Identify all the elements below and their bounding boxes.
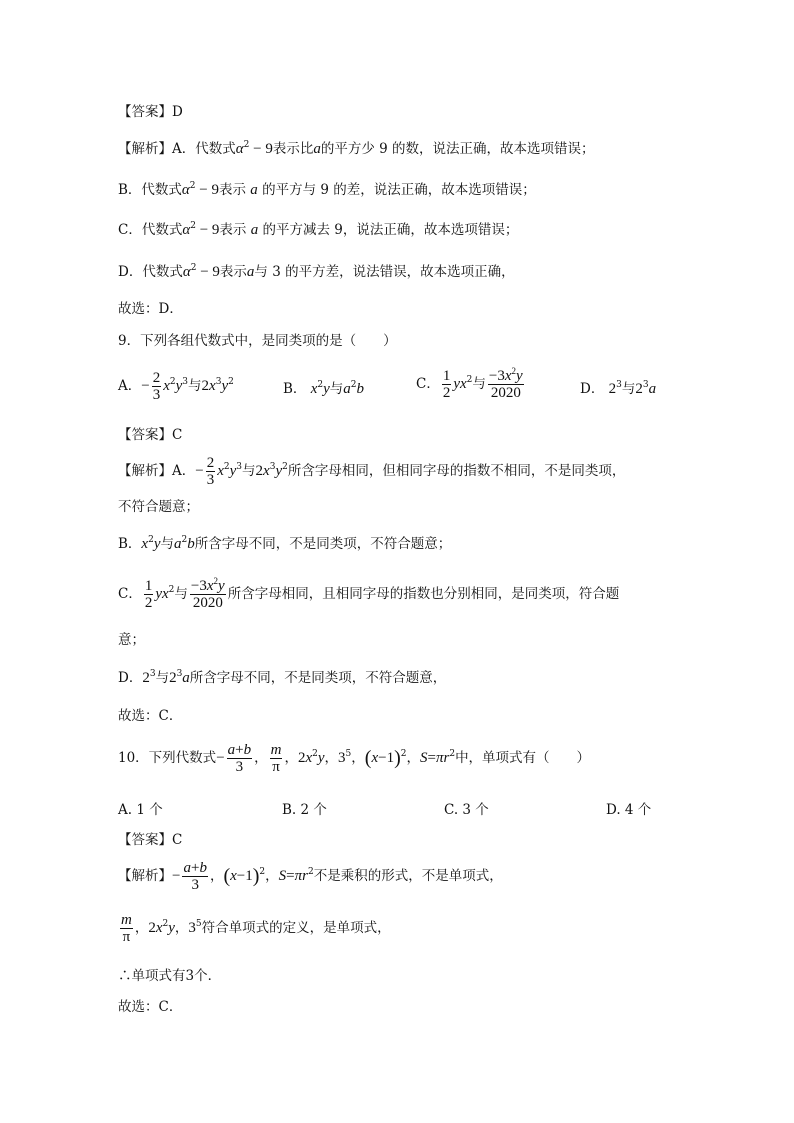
fraction: $\frac{2}{3}$ [206, 455, 215, 488]
q9-explanation-b: B．$x^2y$与$a^2b$所含字母不同，不是同类项，不符合题意； [118, 535, 452, 552]
fraction: $\frac{1}{2}$ [442, 368, 451, 401]
q9-option-a: A．− $\frac{2}{3}$ $x^2y^3$与$2x^3y^2$ [118, 370, 234, 403]
q9-explanation-a-cont: 不符合题意； [118, 499, 199, 515]
q10-option-a: A. 1 个 [118, 802, 163, 818]
fraction: $\frac{a+b}{3}$ [183, 860, 207, 893]
q10-option-c: C. 3 个 [444, 802, 489, 818]
q10-answer: 【答案】C [118, 832, 183, 848]
fraction: $\frac{a+b}{3}$ [227, 742, 252, 775]
q10-option-d: D. 4 个 [606, 802, 652, 818]
q9-explanation-d: D．$2^3$与$2^3a$所含字母不同，不是同类项，不符合题意， [118, 669, 447, 686]
q10-explanation-2: $\frac{m}{\pi}$ ，$2x^2y$，$3^5$符合单项式的定义，是单项式， [121, 912, 391, 945]
q10-conclusion: ∴单项式有3个． [118, 968, 222, 984]
q8-explanation-c: C．代数式$\alpha^2 - 9$表示 a 的平方减去 9，说法正确，故本选项错误； [118, 221, 519, 238]
q9-choice: 故选：C． [118, 708, 183, 724]
q10-stem: 10．下列代数式− $\frac{a+b}{3}$ ， $\frac{m}{\pi}$ ，$2x^2y$，$3^5$，$(x-1)^2$，$S=\pi r^2$中，单项式有（ ） [118, 742, 591, 775]
q8-explanation-b: B．代数式$\alpha^2 - 9$表示 a 的平方与 9 的差，说法正确，故本选项错误； [118, 181, 536, 198]
q10-explanation: 【解析】− $\frac{a+b}{3}$ ，$(x-1)^2$，$S=\pi r^2$不是乘积的形式，不是单项式， [118, 860, 503, 893]
q8-answer: 【答案】D [118, 104, 183, 120]
fraction: $\frac{-3x^2y}{2020}$ [488, 366, 523, 401]
q8-explanation-d: D．代数式$\alpha^2 - 9$表示a与 3 的平方差，说法错误，故本选项正确， [118, 263, 515, 280]
q8-explanation-a: 【解析】A．代数式$\alpha^2 - 9$表示比a的平方少 9 的数，说法正确，故本选项错误； [118, 140, 595, 157]
q9-option-b: B． $x^2y$与$a^2b$ [283, 380, 365, 397]
q9-stem: 9．下列各组代数式中，是同类项的是（ ） [118, 333, 397, 349]
q9-explanation-a: 【解析】A．− $\frac{2}{3}$ $x^2y^3$与$2x^3y^2$所含字母相同，但相同字母的指数不相同，不是同类项， [118, 455, 626, 488]
q9-answer: 【答案】C [118, 427, 183, 443]
fraction: $\frac{m}{\pi}$ [121, 912, 132, 945]
q8-choice: 故选：D． [118, 301, 183, 317]
q9-explanation-c-cont: 意； [118, 632, 145, 648]
q9-option-c: C． $\frac{1}{2}$ $yx^2$与 $\frac{-3x^2y}{2020}$ [416, 366, 523, 401]
q9-explanation-c: C． $\frac{1}{2}$ $yx^2$与 $\frac{-3x^2y}{2020}$ 所含字母相同，且相同字母的指数也分别相同，是同类项，符合题 [118, 576, 620, 611]
q10-option-b: B. 2 个 [282, 802, 327, 818]
fraction: $\frac{-3x^2y}{2020}$ [190, 576, 225, 611]
fraction: $\frac{2}{3}$ [152, 370, 161, 403]
q9-option-d: D． $2^3$与$2^3a$ [580, 380, 657, 397]
fraction: $\frac{m}{\pi}$ [270, 742, 282, 775]
q10-choice: 故选：C． [118, 999, 183, 1015]
fraction: $\frac{1}{2}$ [144, 578, 153, 611]
